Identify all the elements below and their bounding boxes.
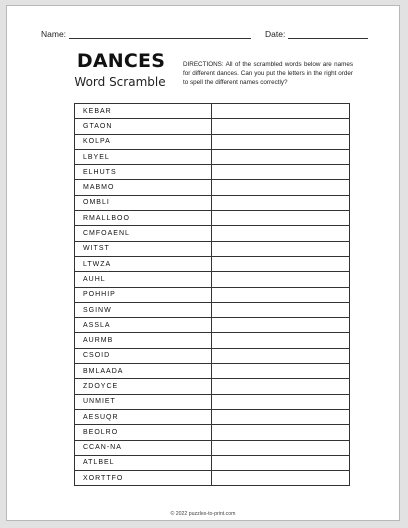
scrambled-word: RMALLBOO — [75, 211, 212, 226]
table-row — [75, 119, 350, 134]
table-row — [75, 425, 350, 440]
table-row — [75, 241, 350, 256]
table-row — [75, 394, 350, 409]
scrambled-word: SGINW — [75, 302, 212, 317]
footer-copyright: © 2022 puzzles-to-print.com — [170, 511, 236, 517]
table-row — [75, 379, 350, 394]
date-label: Date: — [265, 29, 286, 39]
table-row — [75, 409, 350, 424]
table-row — [75, 455, 350, 470]
table-row — [75, 348, 350, 363]
scrambled-word: LTWZA — [75, 256, 212, 271]
scrambled-word: ZDOYCE — [75, 379, 212, 394]
answer-cell[interactable] — [212, 211, 350, 226]
table-row — [75, 471, 350, 486]
scrambled-word: CSOID — [75, 348, 212, 363]
answer-cell[interactable] — [212, 409, 350, 424]
answer-cell[interactable] — [212, 180, 350, 195]
scrambled-word: AESUQR — [75, 409, 212, 424]
scrambled-word: ATLBEL — [75, 455, 212, 470]
table-row — [75, 287, 350, 302]
directions-lead: DIRECTIONS: — [183, 61, 224, 68]
scrambled-word: OMBLI — [75, 195, 212, 210]
answer-cell[interactable] — [212, 149, 350, 164]
answer-cell[interactable] — [212, 348, 350, 363]
scrambled-word: CMFOAENL — [75, 226, 212, 241]
worksheet-page — [6, 5, 400, 521]
directions-text — [183, 60, 353, 87]
answer-cell[interactable] — [212, 119, 350, 134]
table-row — [75, 180, 350, 195]
scrambled-word: AUHL — [75, 272, 212, 287]
table-row — [75, 165, 350, 180]
table-row — [75, 333, 350, 348]
table-row — [75, 226, 350, 241]
answer-cell[interactable] — [212, 394, 350, 409]
table-row — [75, 440, 350, 455]
scrambled-word: GTAON — [75, 119, 212, 134]
table-row — [75, 364, 350, 379]
scrambled-word: XORTTFO — [75, 471, 212, 486]
answer-cell[interactable] — [212, 165, 350, 180]
date-field[interactable] — [288, 30, 368, 39]
scrambled-word: LBYEL — [75, 149, 212, 164]
scrambled-word: MABMO — [75, 180, 212, 195]
table-row — [75, 318, 350, 333]
scrambled-word: KEBAR — [75, 104, 212, 119]
name-field[interactable] — [69, 30, 251, 39]
word-scramble-table — [74, 103, 350, 486]
answer-cell[interactable] — [212, 241, 350, 256]
answer-cell[interactable] — [212, 195, 350, 210]
table-row — [75, 104, 350, 119]
scrambled-word: CCAN-NA — [75, 440, 212, 455]
scrambled-word: ELHUTS — [75, 165, 212, 180]
answer-cell[interactable] — [212, 272, 350, 287]
table-row — [75, 149, 350, 164]
scrambled-word: UNMIET — [75, 394, 212, 409]
answer-cell[interactable] — [212, 455, 350, 470]
table-row — [75, 272, 350, 287]
table-row — [75, 134, 350, 149]
scrambled-word: BEOLRO — [75, 425, 212, 440]
answer-cell[interactable] — [212, 104, 350, 119]
table-row — [75, 302, 350, 317]
answer-cell[interactable] — [212, 364, 350, 379]
directions-body: All of the scrambled words below are names for different dances. Can you put the letters in the right order to spell the different names correctly? — [183, 61, 354, 86]
date-line — [265, 29, 368, 39]
scrambled-word: ASSLA — [75, 318, 212, 333]
name-label: Name: — [41, 29, 67, 39]
scrambled-word: KOLPA — [75, 134, 212, 149]
answer-cell[interactable] — [212, 379, 350, 394]
scrambled-word: WITST — [75, 241, 212, 256]
answer-cell[interactable] — [212, 318, 350, 333]
answer-cell[interactable] — [212, 287, 350, 302]
answer-cell[interactable] — [212, 471, 350, 486]
table-row — [75, 211, 350, 226]
answer-cell[interactable] — [212, 440, 350, 455]
table-row — [75, 195, 350, 210]
scrambled-word: AURMB — [75, 333, 212, 348]
answer-cell[interactable] — [212, 256, 350, 271]
scrambled-word: POHHIP — [75, 287, 212, 302]
answer-cell[interactable] — [212, 425, 350, 440]
worksheet-title: DANCES — [76, 50, 166, 72]
answer-cell[interactable] — [212, 134, 350, 149]
table-row — [75, 256, 350, 271]
answer-cell[interactable] — [212, 302, 350, 317]
answer-cell[interactable] — [212, 226, 350, 241]
scrambled-word: BMLAADA — [75, 364, 212, 379]
name-line — [41, 29, 251, 39]
worksheet-subtitle: Word Scramble — [74, 75, 166, 89]
answer-cell[interactable] — [212, 333, 350, 348]
